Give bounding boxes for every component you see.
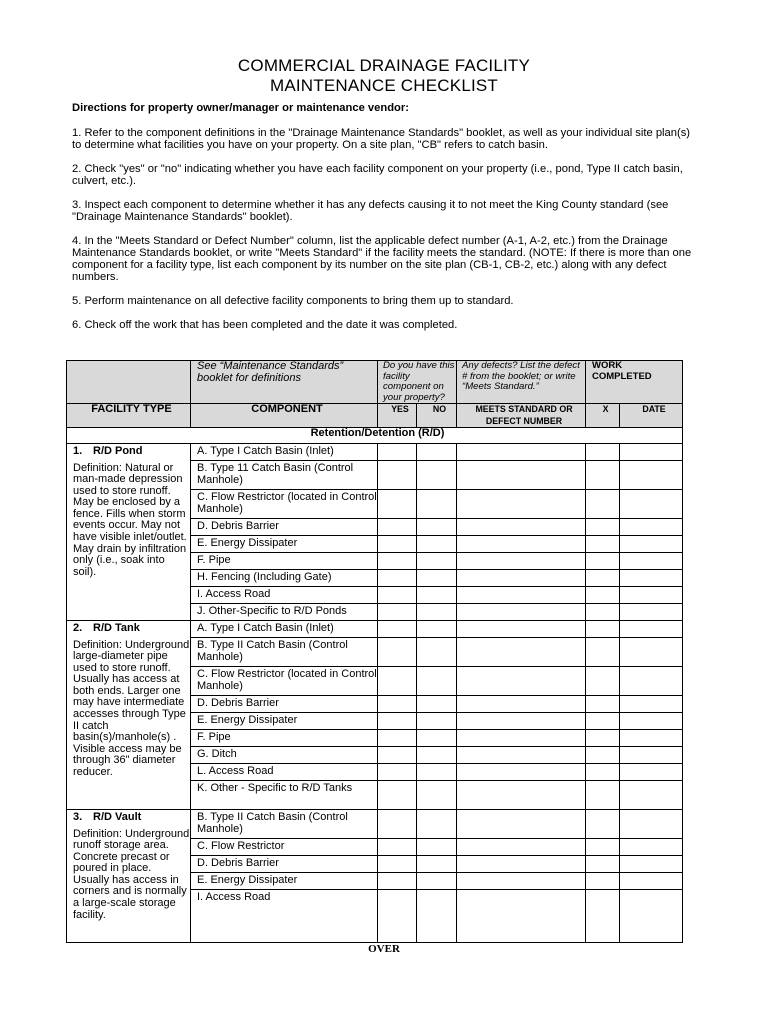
work-done-cell[interactable] [586, 764, 620, 781]
work-done-cell[interactable] [586, 713, 620, 730]
yes-cell[interactable] [378, 638, 417, 667]
title-line-2: MAINTENANCE CHECKLIST [269, 76, 499, 95]
defect-number-cell[interactable] [457, 839, 586, 856]
work-done-cell[interactable] [586, 587, 620, 604]
defect-number-cell[interactable] [457, 890, 586, 943]
facility-type-header: FACILITY TYPE [67, 404, 191, 428]
component-cell: A. Type I Catch Basin (Inlet) [191, 621, 378, 638]
defect-number-cell[interactable] [457, 638, 586, 667]
facility-name [73, 446, 190, 463]
component-cell: K. Other - Specific to R/D Tanks [191, 781, 378, 810]
yes-cell[interactable] [378, 536, 417, 553]
date-cell[interactable] [620, 713, 683, 730]
work-done-cell[interactable] [586, 856, 620, 873]
defect-number-cell[interactable] [457, 781, 586, 810]
directions-heading: Directions for property owner/manager or maintenance vendor: [72, 102, 409, 114]
no-cell[interactable] [417, 444, 457, 461]
work-done-cell[interactable] [586, 730, 620, 747]
component-cell: B. Type II Catch Basin (Control Manhole) [191, 810, 378, 839]
direction-step: 6. Check off the work that has been completed and the date it was completed. [72, 319, 458, 331]
date-cell[interactable] [620, 696, 683, 713]
date-header: DATE [620, 404, 683, 428]
facility-name [73, 623, 190, 640]
date-cell[interactable] [620, 764, 683, 781]
component-cell: F. Pipe [191, 553, 378, 570]
component-cell: E. Energy Dissipater [191, 873, 378, 890]
component-cell: C. Flow Restrictor [191, 839, 378, 856]
defect-number-cell[interactable] [457, 604, 586, 621]
date-cell[interactable] [620, 587, 683, 604]
yes-cell[interactable] [378, 730, 417, 747]
work-done-cell[interactable] [586, 461, 620, 490]
defect-number-cell[interactable] [457, 667, 586, 696]
no-cell[interactable] [417, 810, 457, 839]
component-cell: L. Access Road [191, 764, 378, 781]
no-cell[interactable] [417, 570, 457, 587]
facility-type-cell [67, 810, 191, 943]
work-done-cell[interactable] [586, 621, 620, 638]
yes-cell[interactable] [378, 873, 417, 890]
do-you-have-note: Do you have this facility component on your property? [378, 361, 457, 404]
yes-cell[interactable] [378, 810, 417, 839]
date-cell[interactable] [620, 747, 683, 764]
section-title: Retention/Detention (R/D) [67, 428, 683, 444]
work-done-cell[interactable] [586, 553, 620, 570]
yes-cell[interactable] [378, 713, 417, 730]
component-cell: B. Type II Catch Basin (Control Manhole) [191, 638, 378, 667]
facility-definition: Definition: Underground large-diameter pipe used to store runoff. Usually has access at both ends. Larger one may have intermediate accesses through Type II catch basin(s)/manhole(s) . Visible access may be through 36" diameter reducer. [73, 638, 190, 779]
directions [72, 102, 700, 343]
facility-name [73, 812, 190, 829]
yes-cell[interactable] [378, 890, 417, 943]
work-done-cell[interactable] [586, 444, 620, 461]
component-cell: I. Access Road [191, 890, 378, 943]
header-row-top [67, 361, 683, 404]
yes-cell[interactable] [378, 764, 417, 781]
defect-number-cell[interactable] [457, 553, 586, 570]
defect-number-cell[interactable] [457, 747, 586, 764]
x-header: X [586, 404, 620, 428]
date-cell[interactable] [620, 890, 683, 943]
direction-step: 3. Inspect each component to determine whether it has any defects causing it to not meet the King County standard (see "Drainage Maintenance Standards" booklet). [72, 199, 669, 223]
header-blank-cell [67, 361, 191, 404]
facility-type-cell [67, 444, 191, 621]
defect-number-cell[interactable] [457, 461, 586, 490]
page-title [0, 56, 768, 96]
no-header: NO [417, 404, 457, 428]
no-cell[interactable] [417, 873, 457, 890]
no-cell[interactable] [417, 890, 457, 943]
work-done-cell[interactable] [586, 667, 620, 696]
no-cell[interactable] [417, 638, 457, 667]
no-cell[interactable] [417, 667, 457, 696]
component-cell: C. Flow Restrictor (located in Control Manhole) [191, 667, 378, 696]
work-done-cell[interactable] [586, 536, 620, 553]
see-standards-note: See “Maintenance Standards” booklet for definitions [191, 361, 378, 404]
defect-number-cell[interactable] [457, 621, 586, 638]
facility-label: R/D Pond [93, 445, 143, 457]
component-header: COMPONENT [191, 404, 378, 428]
defect-number-cell[interactable] [457, 856, 586, 873]
yes-cell[interactable] [378, 621, 417, 638]
yes-cell[interactable] [378, 519, 417, 536]
component-cell: F. Pipe [191, 730, 378, 747]
defect-number-cell[interactable] [457, 570, 586, 587]
yes-cell[interactable] [378, 747, 417, 764]
component-cell: E. Energy Dissipater [191, 536, 378, 553]
facility-label: R/D Tank [93, 622, 140, 634]
date-cell[interactable] [620, 519, 683, 536]
defect-number-cell[interactable] [457, 444, 586, 461]
defect-number-cell[interactable] [457, 536, 586, 553]
defect-number-cell[interactable] [457, 730, 586, 747]
header-row-bottom [67, 404, 683, 428]
component-cell: D. Debris Barrier [191, 856, 378, 873]
defect-number-cell[interactable] [457, 587, 586, 604]
facility-type-cell [67, 621, 191, 810]
checklist-table [66, 360, 683, 943]
work-done-cell[interactable] [586, 810, 620, 839]
over-label: OVER [368, 943, 400, 955]
date-cell[interactable] [620, 490, 683, 519]
date-cell[interactable] [620, 873, 683, 890]
facility-definition: Definition: Underground runoff storage area. Concrete precast or poured in place. Usually has access in corners and is normally a large-scale storage facility. [73, 827, 190, 921]
date-cell[interactable] [620, 638, 683, 667]
no-cell[interactable] [417, 730, 457, 747]
work-done-cell[interactable] [586, 519, 620, 536]
defect-number-cell[interactable] [457, 696, 586, 713]
date-cell[interactable] [620, 444, 683, 461]
work-done-cell[interactable] [586, 839, 620, 856]
defect-number-cell[interactable] [457, 713, 586, 730]
no-cell[interactable] [417, 856, 457, 873]
component-cell: H. Fencing (Including Gate) [191, 570, 378, 587]
defect-number-cell[interactable] [457, 519, 586, 536]
date-cell[interactable] [620, 839, 683, 856]
yes-cell[interactable] [378, 490, 417, 519]
component-cell: J. Other-Specific to R/D Ponds [191, 604, 378, 621]
no-cell[interactable] [417, 536, 457, 553]
yes-cell[interactable] [378, 570, 417, 587]
date-cell[interactable] [620, 810, 683, 839]
yes-cell[interactable] [378, 839, 417, 856]
yes-header: YES [378, 404, 417, 428]
component-cell: G. Ditch [191, 747, 378, 764]
component-cell: A. Type I Catch Basin (Inlet) [191, 444, 378, 461]
no-cell[interactable] [417, 587, 457, 604]
component-cell: I. Access Road [191, 587, 378, 604]
work-done-cell[interactable] [586, 747, 620, 764]
facility-definition: Definition: Natural or man-made depression used to store runoff. May be enclosed by a fence. Fills when storm events occur. May not have visible inlet/outlet. May drain by infiltration only (i.e., soak into soil). [73, 461, 187, 578]
no-cell[interactable] [417, 781, 457, 810]
date-cell[interactable] [620, 856, 683, 873]
table-row [67, 444, 683, 461]
no-cell[interactable] [417, 519, 457, 536]
work-completed-header: WORK COMPLETED [586, 361, 683, 404]
facility-number: 2. [73, 622, 83, 634]
no-cell[interactable] [417, 461, 457, 490]
no-cell[interactable] [417, 553, 457, 570]
yes-cell[interactable] [378, 587, 417, 604]
no-cell[interactable] [417, 696, 457, 713]
work-done-cell[interactable] [586, 570, 620, 587]
meets-standard-header: MEETS STANDARD OR DEFECT NUMBER [457, 404, 586, 428]
date-cell[interactable] [620, 667, 683, 696]
defect-number-cell[interactable] [457, 490, 586, 519]
date-cell[interactable] [620, 461, 683, 490]
yes-cell[interactable] [378, 444, 417, 461]
direction-step: 4. In the "Meets Standard or Defect Number" column, list the applicable defect number (A-1, A-2, etc.) from the Drainage Maintenance Standards booklet, or write "Meets Standard" if the facility meets the standard. (NOTE: If there is more than one component for a facility type, list each component by its number on the site plan (CB-1, CB-2, etc.) along with any defect numbers. [72, 235, 692, 283]
no-cell[interactable] [417, 621, 457, 638]
work-done-cell[interactable] [586, 890, 620, 943]
date-cell[interactable] [620, 570, 683, 587]
date-cell[interactable] [620, 621, 683, 638]
no-cell[interactable] [417, 764, 457, 781]
no-cell[interactable] [417, 747, 457, 764]
yes-cell[interactable] [378, 604, 417, 621]
work-done-cell[interactable] [586, 696, 620, 713]
title-line-1: COMMERCIAL DRAINAGE FACILITY [237, 56, 531, 75]
defect-number-cell[interactable] [457, 764, 586, 781]
defect-number-cell[interactable] [457, 810, 586, 839]
component-cell: B. Type 11 Catch Basin (Control Manhole) [191, 461, 378, 490]
component-cell: C. Flow Restrictor (located in Control Manhole) [191, 490, 378, 519]
direction-step: 2. Check "yes" or "no" indicating whether you have each facility component on your property (i.e., pond, Type II catch basin, culvert, etc.). [72, 163, 683, 187]
yes-cell[interactable] [378, 667, 417, 696]
work-done-cell[interactable] [586, 873, 620, 890]
date-cell[interactable] [620, 730, 683, 747]
any-defects-note: Any defects? List the defect # from the booklet; or write “Meets Standard.” [457, 361, 586, 404]
no-cell[interactable] [417, 604, 457, 621]
no-cell[interactable] [417, 839, 457, 856]
yes-cell[interactable] [378, 781, 417, 810]
date-cell[interactable] [620, 781, 683, 810]
no-cell[interactable] [417, 490, 457, 519]
work-done-cell[interactable] [586, 490, 620, 519]
component-cell: D. Debris Barrier [191, 696, 378, 713]
date-cell[interactable] [620, 604, 683, 621]
facility-label: R/D Vault [93, 811, 142, 823]
work-done-cell[interactable] [586, 781, 620, 810]
direction-step: 1. Refer to the component definitions in the "Drainage Maintenance Standards" booklet, as well as your individual site plan(s) to determine what facilities you have on your property. On a site plan, "CB" refers to catch basin. [72, 127, 691, 151]
work-done-cell[interactable] [586, 638, 620, 667]
table-row [67, 810, 683, 839]
yes-cell[interactable] [378, 856, 417, 873]
defect-number-cell[interactable] [457, 873, 586, 890]
no-cell[interactable] [417, 713, 457, 730]
facility-number: 1. [73, 445, 83, 457]
section-row [67, 428, 683, 444]
facility-number: 3. [73, 811, 83, 823]
direction-step: 5. Perform maintenance on all defective facility components to bring them up to standard. [72, 295, 514, 307]
yes-cell[interactable] [378, 696, 417, 713]
yes-cell[interactable] [378, 553, 417, 570]
date-cell[interactable] [620, 536, 683, 553]
table-row [67, 621, 683, 638]
yes-cell[interactable] [378, 461, 417, 490]
work-done-cell[interactable] [586, 604, 620, 621]
component-cell: E. Energy Dissipater [191, 713, 378, 730]
date-cell[interactable] [620, 553, 683, 570]
component-cell: D. Debris Barrier [191, 519, 378, 536]
